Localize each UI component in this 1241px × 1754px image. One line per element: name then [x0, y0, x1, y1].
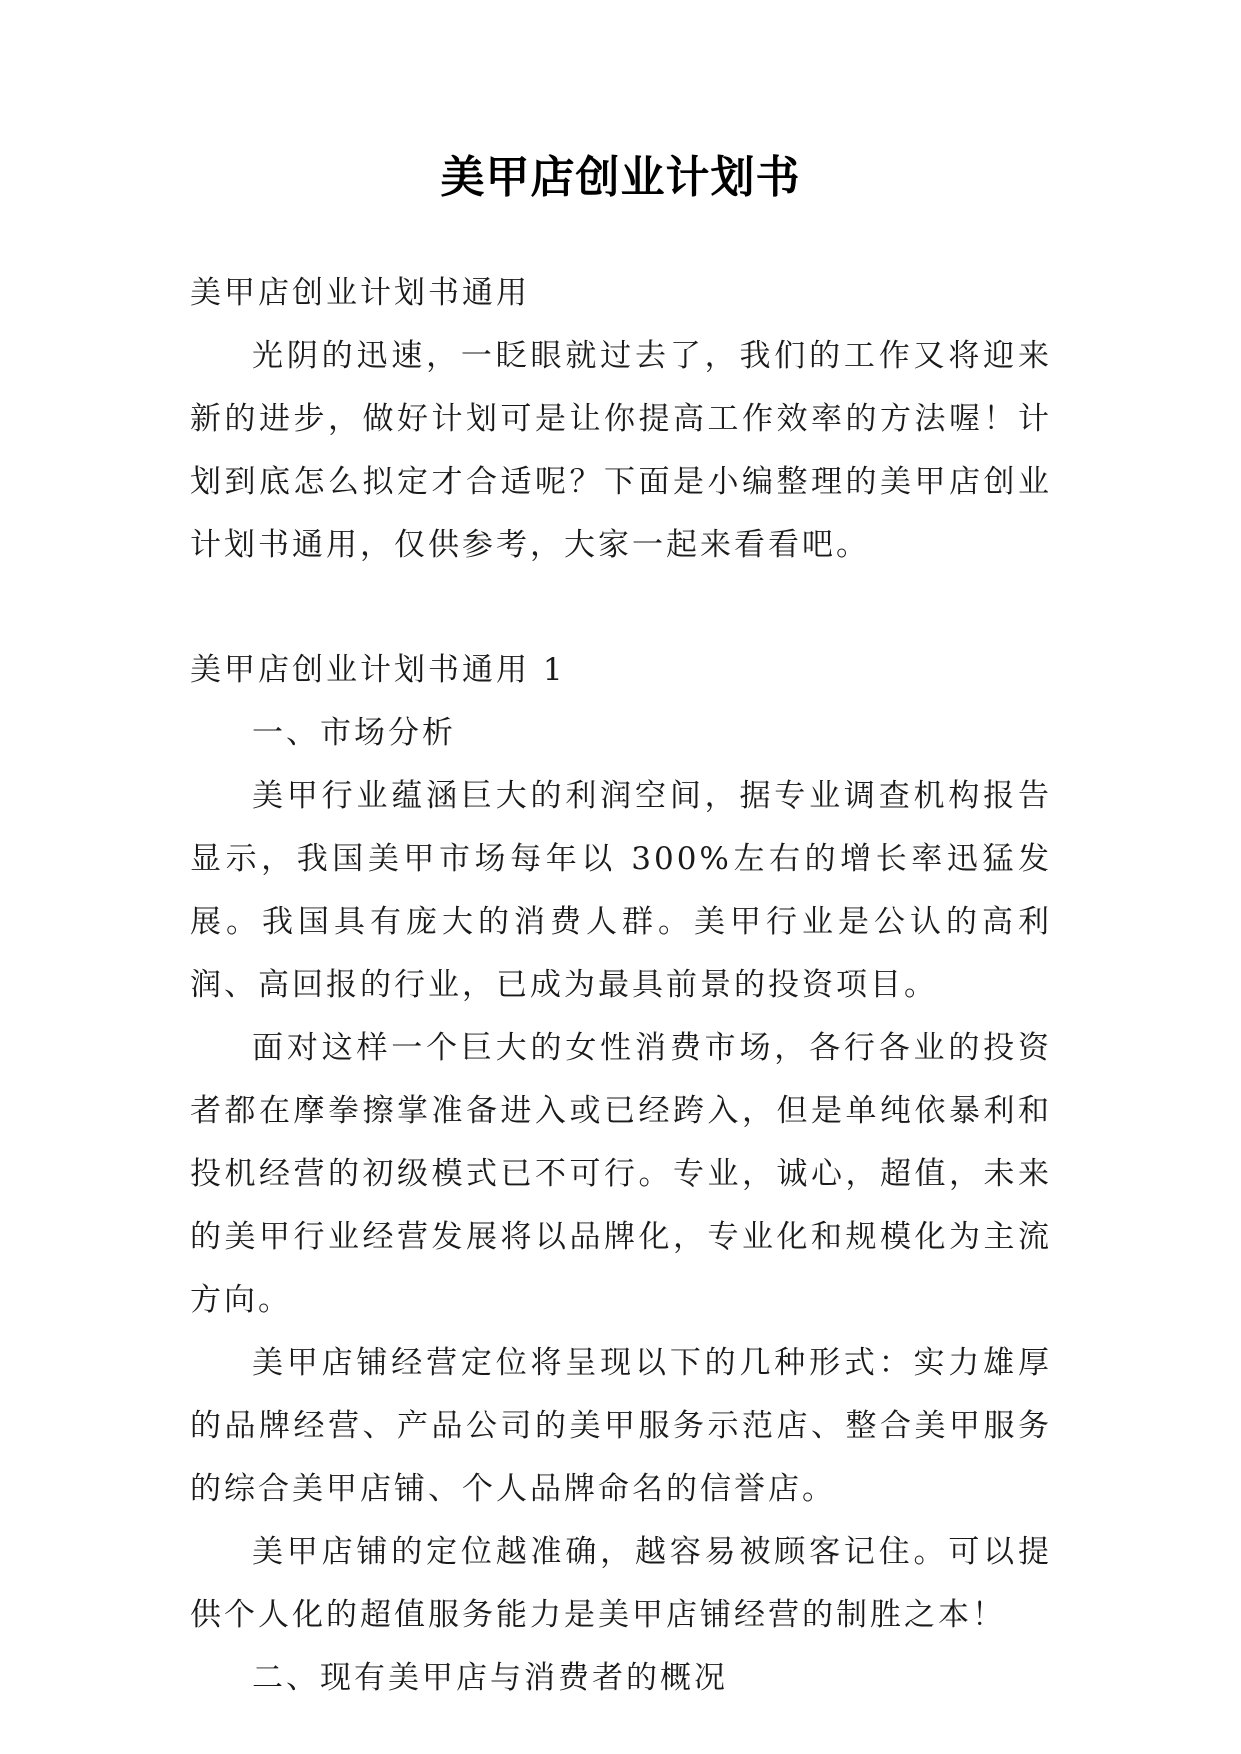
body-paragraph: 美甲行业蕴涵巨大的利润空间，据专业调查机构报告显示，我国美甲市场每年以 300%左右的增长率迅猛发展。我国具有庞大的消费人群。美甲行业是公认的高利润、高回报的行业，已成为最具前景的投资项目。: [190, 778, 1052, 1003]
section-heading-market-analysis: 一、市场分析: [252, 715, 456, 751]
body-paragraph: 美甲店铺经营定位将呈现以下的几种形式：实力雄厚的品牌经营、产品公司的美甲服务示范店、整合美甲服务的综合美甲店铺、个人品牌命名的信誉店。: [190, 1345, 1052, 1507]
body-paragraph: 面对这样一个巨大的女性消费市场，各行各业的投资者都在摩拳擦掌准备进入或已经跨入，但是单纯依暴利和投机经营的初级模式已不可行。专业，诚心，超值，未来的美甲行业经营发展将以品牌化，专业化和规模化为主流方向。: [190, 1030, 1052, 1318]
section-heading-overview: 二、现有美甲店与消费者的概况: [252, 1660, 728, 1696]
body-paragraph: 美甲店铺的定位越准确，越容易被顾客记住。可以提供个人化的超值服务能力是美甲店铺经营的制胜之本！: [190, 1534, 1052, 1633]
section-subheading: 美甲店创业计划书通用: [190, 275, 530, 311]
document-body: [190, 262, 1052, 1710]
intro-paragraph: 光阴的迅速，一眨眼就过去了，我们的工作又将迎来新的进步，做好计划可是让你提高工作效率的方法喔！计划到底怎么拟定才合适呢？下面是小编整理的美甲店创业计划书通用，仅供参考，大家一起来看看吧。: [190, 338, 1052, 563]
document-title: 美甲店创业计划书: [440, 152, 801, 203]
section-subheading: 美甲店创业计划书通用 1: [190, 652, 566, 688]
paragraph-spacer: [190, 577, 1052, 639]
